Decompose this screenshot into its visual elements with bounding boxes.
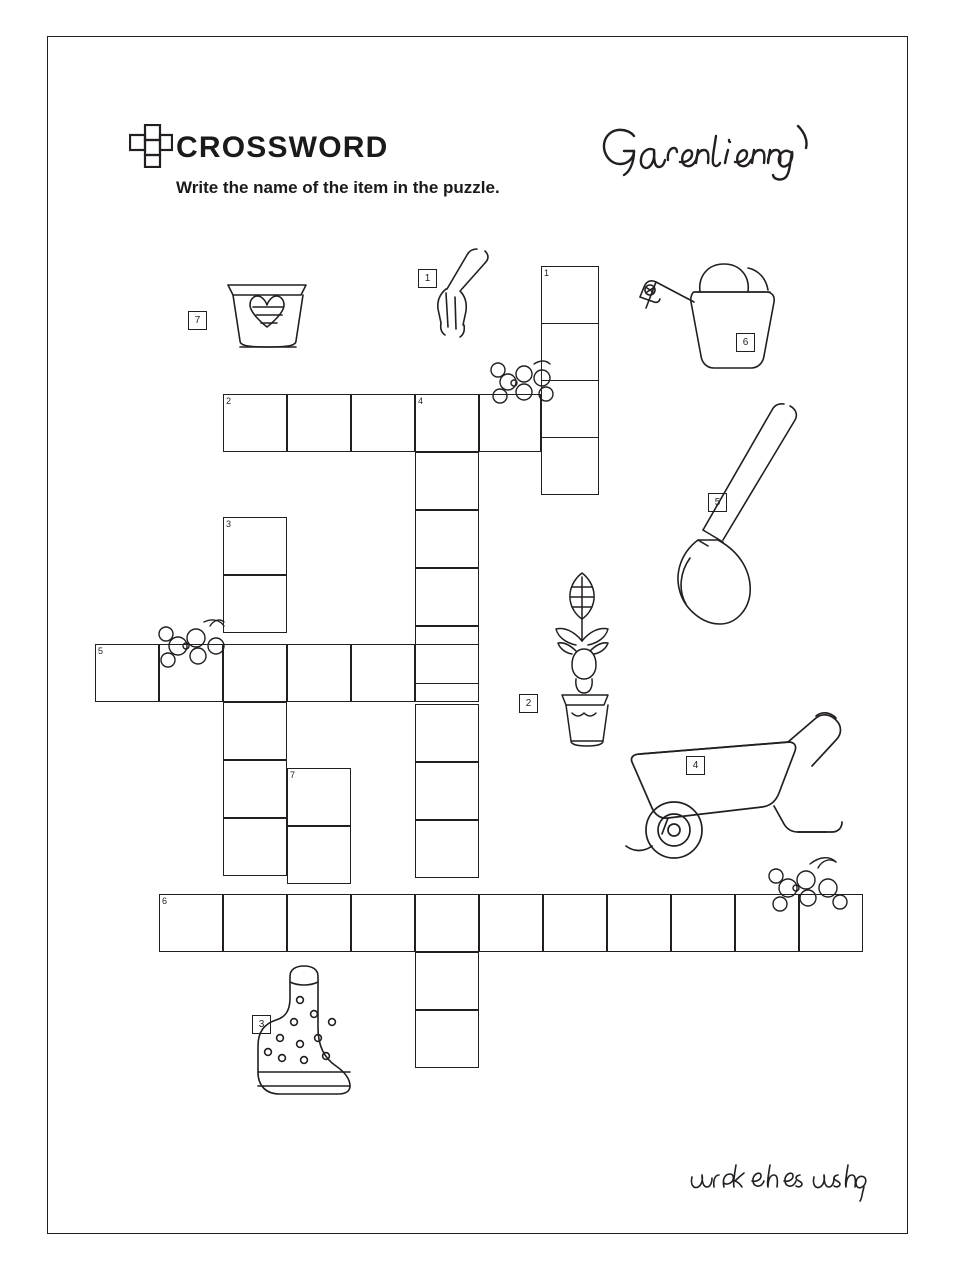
- clue-number-1: 1: [418, 269, 437, 288]
- clue-number-5: 5: [708, 493, 727, 512]
- grid-cell[interactable]: [415, 644, 479, 702]
- grid-cell[interactable]: [479, 894, 543, 952]
- cell-number: 7: [290, 770, 296, 780]
- garden-fork-icon: [413, 245, 503, 365]
- grid-cell[interactable]: [415, 704, 479, 762]
- grid-cell[interactable]: [223, 818, 287, 876]
- clue-number-4: 4: [686, 756, 705, 775]
- clue-number-6: 6: [736, 333, 755, 352]
- grid-cell[interactable]: [287, 768, 351, 826]
- grid-cell[interactable]: [223, 517, 287, 575]
- cell-number: 4: [418, 396, 424, 406]
- grid-cell[interactable]: [287, 894, 351, 952]
- grid-cell[interactable]: [541, 437, 599, 495]
- grid-cell[interactable]: [159, 894, 223, 952]
- grid-cell[interactable]: [95, 644, 159, 702]
- footer-brand: [688, 1155, 878, 1205]
- grid-cell[interactable]: [415, 952, 479, 1010]
- watering-can-icon: [634, 248, 794, 378]
- grid-cell[interactable]: [541, 266, 599, 324]
- clue-number-7: 7: [188, 311, 207, 330]
- wheelbarrow-icon: [608, 670, 868, 870]
- flower-pot-icon: [218, 275, 318, 360]
- grid-cell[interactable]: [607, 894, 671, 952]
- cell-number: 1: [544, 268, 550, 278]
- grid-cell[interactable]: [223, 394, 287, 452]
- cell-number: 2: [226, 396, 232, 406]
- flower-decoration-icon: [484, 352, 564, 423]
- grid-cell[interactable]: [415, 894, 479, 952]
- grid-cell[interactable]: [287, 644, 351, 702]
- grid-cell[interactable]: [415, 510, 479, 568]
- grid-cell[interactable]: [351, 394, 415, 452]
- grid-cell[interactable]: [415, 568, 479, 626]
- grid-cell[interactable]: [415, 452, 479, 510]
- grid-cell[interactable]: [223, 894, 287, 952]
- theme-word-gardening: [592, 112, 832, 192]
- cell-number: 5: [98, 646, 104, 656]
- flower-decoration-icon: [152, 612, 240, 687]
- shovel-icon: [668, 400, 808, 635]
- grid-cell[interactable]: [223, 760, 287, 818]
- grid-cell[interactable]: [287, 826, 351, 884]
- grid-cell[interactable]: [351, 644, 415, 702]
- crossword-logo-icon: [129, 124, 173, 168]
- grid-cell[interactable]: [415, 1010, 479, 1068]
- clue-number-2: 2: [519, 694, 538, 713]
- page-title: CROSSWORD: [176, 131, 389, 164]
- grid-cell[interactable]: [543, 894, 607, 952]
- grid-cell[interactable]: [415, 394, 479, 452]
- clue-number-3: 3: [252, 1015, 271, 1034]
- grid-cell[interactable]: [287, 394, 351, 452]
- grid-cell[interactable]: [415, 762, 479, 820]
- grid-cell[interactable]: [351, 894, 415, 952]
- grid-cell[interactable]: [223, 702, 287, 760]
- grid-cell[interactable]: [671, 894, 735, 952]
- rain-boot-icon: [242, 960, 372, 1110]
- flower-decoration-icon: [762, 850, 862, 931]
- grid-cell[interactable]: [415, 820, 479, 878]
- cell-number: 3: [226, 519, 232, 529]
- cell-number: 6: [162, 896, 168, 906]
- page-subtitle: Write the name of the item in the puzzle.: [176, 178, 500, 197]
